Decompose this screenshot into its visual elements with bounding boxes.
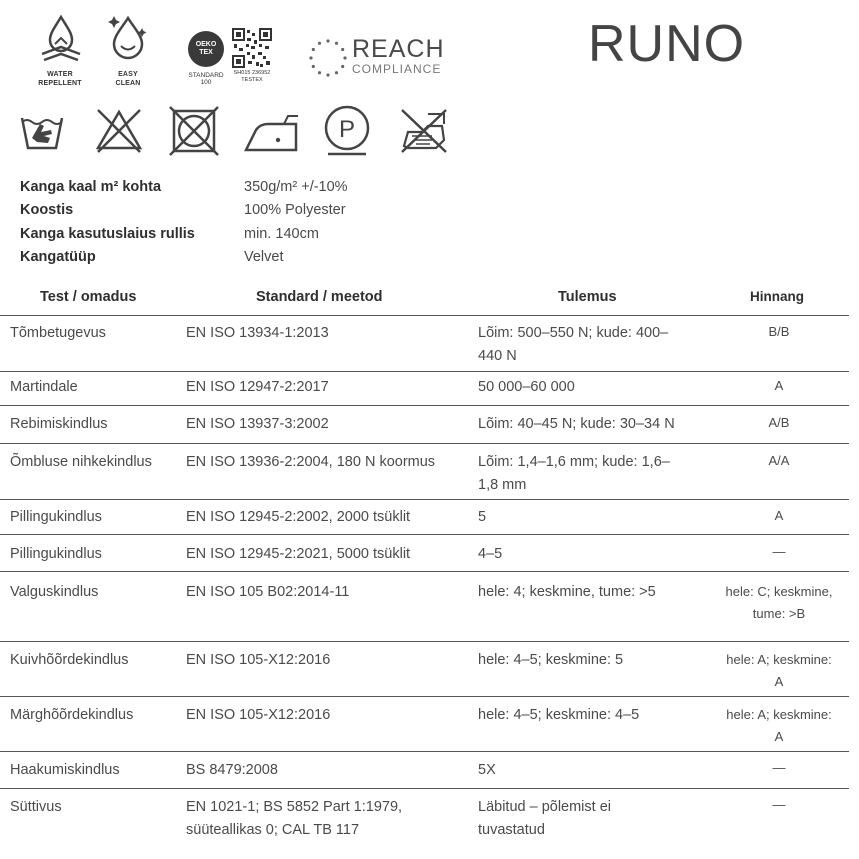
- oeko-tex-logo-text: OEKO TEX: [195, 41, 217, 56]
- cell-rating: A: [774, 378, 784, 393]
- cell-standard: EN ISO 13936-2:2004, 180 N koormus: [186, 454, 436, 470]
- cell-rating: A/A: [768, 453, 790, 468]
- cell-rating: A: [774, 508, 784, 523]
- oeko-standard-label: STANDARD 100: [188, 72, 224, 86]
- easy-clean-label: EASY CLEAN: [115, 71, 141, 87]
- table-divider: [0, 696, 849, 697]
- cell-result: hele: 4–5; keskmine: 5: [478, 652, 624, 668]
- cell-standard: EN ISO 105 B02:2014-11: [186, 584, 350, 600]
- cell-result: Lõim: 40–45 N; kude: 30–34 N: [478, 416, 675, 432]
- spec-key: Kanga kasutuslaius rullis: [20, 226, 195, 242]
- cell-standard: EN ISO 12945-2:2021, 5000 tsüklit: [186, 546, 411, 562]
- cell-result: Läbitud – põlemist ei tuvastatud: [478, 799, 611, 838]
- table-divider: [0, 751, 849, 752]
- cell-test: Kuivhõõrdekindlus: [10, 652, 129, 668]
- reach-subtitle: COMPLIANCE: [352, 62, 442, 76]
- cell-rating: —: [772, 544, 786, 559]
- table-divider: [0, 405, 849, 406]
- eu-stars-icon: [308, 38, 348, 78]
- cell-standard: EN ISO 13934-1:2013: [186, 325, 329, 341]
- cell-standard: EN ISO 12945-2:2002, 2000 tsüklit: [186, 509, 411, 525]
- no-tumble-dry-icon: [168, 106, 220, 156]
- cell-rating: —: [772, 760, 786, 775]
- table-divider: [0, 534, 849, 535]
- water-repellent-label: WATER REPELLENT: [38, 71, 82, 87]
- cell-result: hele: 4–5; keskmine: 4–5: [478, 707, 640, 723]
- cell-test: Õmbluse nihkekindlus: [10, 454, 152, 470]
- cell-standard: EN ISO 105-X12:2016: [186, 652, 331, 668]
- easy-clean-icon: [106, 12, 150, 64]
- table-divider: [0, 443, 849, 444]
- header-standard: Standard / meetod: [256, 289, 383, 305]
- spec-value: 100% Polyester: [244, 202, 346, 218]
- dry-clean-p-icon: [322, 104, 372, 158]
- table-divider: [0, 499, 849, 500]
- cell-result: Lõim: 1,4–1,6 mm; kude: 1,6– 1,8 mm: [478, 454, 670, 493]
- spec-key: Kanga kaal m² kohta: [20, 179, 162, 195]
- cell-standard: BS 8479:2008: [186, 762, 278, 778]
- table-divider: [0, 571, 849, 572]
- spec-key: Kangatüüp: [20, 249, 96, 265]
- cell-standard: EN ISO 12947-2:2017: [186, 379, 329, 395]
- cell-standard: EN ISO 105-X12:2016: [186, 707, 331, 723]
- table-divider: [0, 371, 849, 372]
- no-wring-icon: [398, 106, 450, 156]
- cell-rating: hele: C; keskmine, tume: >B: [725, 584, 833, 621]
- no-bleach-icon: [94, 106, 144, 154]
- table-divider: [0, 315, 849, 316]
- cell-result: hele: 4; keskmine, tume: >5: [478, 584, 656, 600]
- spec-key: Koostis: [20, 202, 74, 218]
- cell-result: 5X: [478, 762, 496, 778]
- spec-value: min. 140cm: [244, 226, 319, 242]
- cell-result: Lõim: 500–550 N; kude: 400– 440 N: [478, 325, 669, 364]
- cell-test: Rebimiskindlus: [10, 416, 108, 432]
- cell-rating: A/B: [768, 415, 790, 430]
- cell-test: Valguskindlus: [10, 584, 99, 600]
- cell-test: Martindale: [10, 379, 78, 395]
- cell-result: 5: [478, 509, 487, 525]
- cell-test: Haakumiskindlus: [10, 762, 120, 778]
- header-result: Tulemus: [558, 289, 617, 305]
- reach-title: REACH: [352, 35, 445, 63]
- cell-test: Pillingukindlus: [10, 509, 102, 525]
- spec-value: 350g/m² +/-10%: [244, 179, 348, 195]
- table-divider: [0, 641, 849, 642]
- cell-standard: EN ISO 13937-3:2002: [186, 416, 329, 432]
- oeko-code-label: SH015 236952 TESTEX: [233, 70, 271, 83]
- cell-result: 50 000–60 000: [478, 379, 575, 395]
- svg-text:P: P: [338, 116, 356, 143]
- header-test: Test / omadus: [40, 289, 137, 305]
- cell-rating: B/B: [768, 324, 790, 339]
- cell-test: Süttivus: [10, 799, 62, 815]
- spec-value: Velvet: [244, 249, 284, 265]
- cell-rating: hele: A; keskmine: A: [726, 652, 832, 689]
- water-repellent-icon: [38, 14, 84, 66]
- cell-test: Märghõõrdekindlus: [10, 707, 134, 723]
- cell-rating: hele: A; keskmine: A: [726, 707, 832, 744]
- qr-code-icon: [232, 28, 272, 68]
- hand-wash-icon: [18, 108, 66, 154]
- cell-rating: —: [772, 797, 786, 812]
- iron-low-icon: [244, 112, 300, 156]
- cell-standard: EN 1021-1; BS 5852 Part 1:1979, süüteallikas 0; CAL TB 117: [186, 799, 403, 838]
- product-name: RUNO: [588, 15, 746, 73]
- table-divider: [0, 788, 849, 789]
- cell-test: Tõmbetugevus: [10, 325, 106, 341]
- cell-test: Pillingukindlus: [10, 546, 102, 562]
- cell-result: 4–5: [478, 546, 503, 562]
- header-rating: Hinnang: [750, 289, 804, 304]
